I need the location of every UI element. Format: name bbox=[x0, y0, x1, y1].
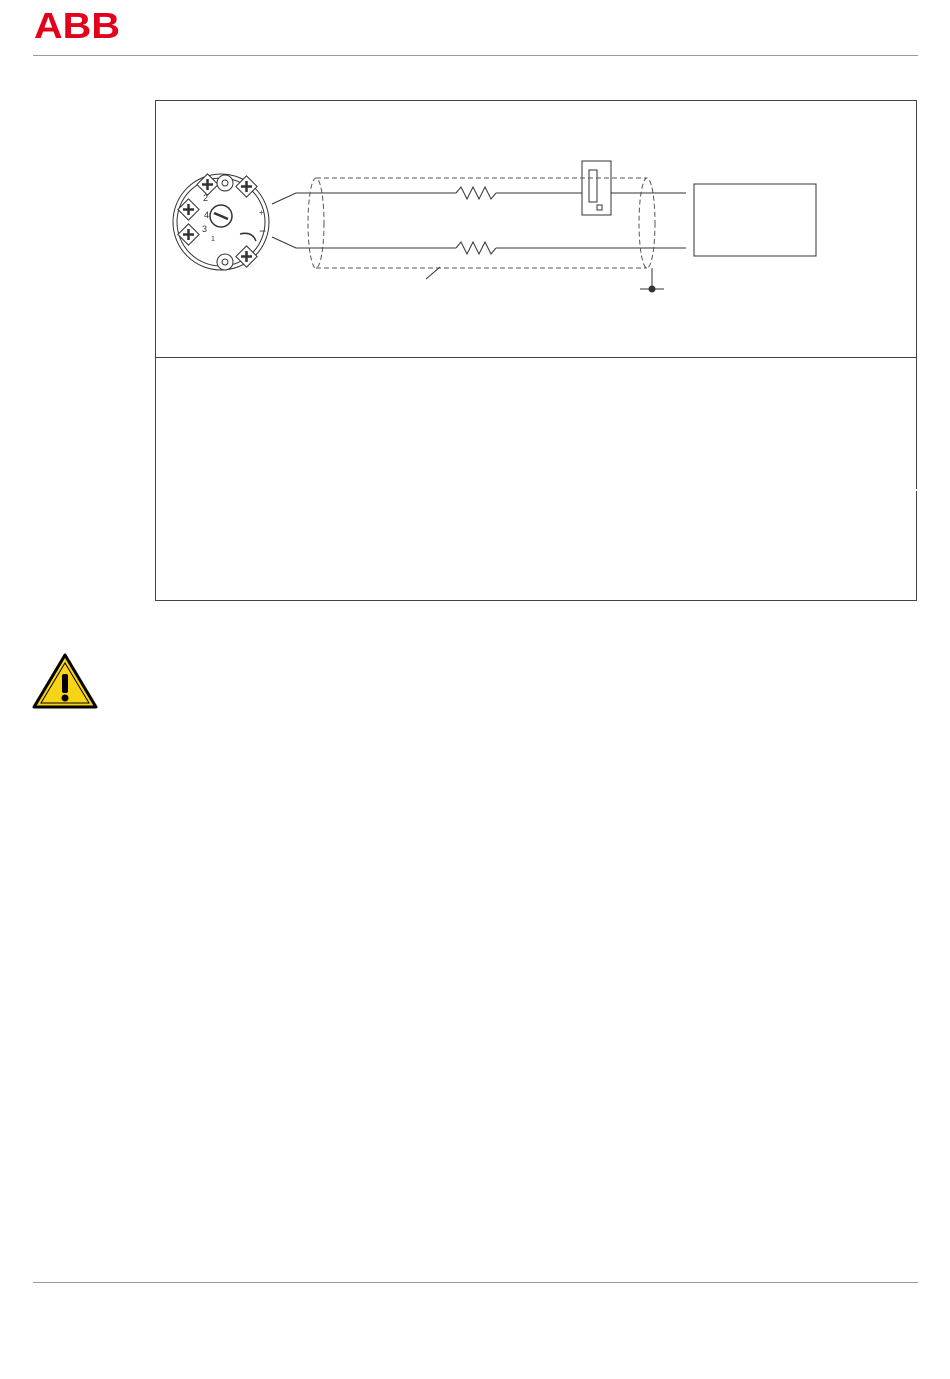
header-rule bbox=[33, 55, 918, 56]
frame-gap-right bbox=[914, 489, 918, 491]
barrier-component bbox=[582, 161, 611, 215]
polarity-minus-label: − bbox=[259, 224, 267, 238]
negative-lead bbox=[272, 237, 456, 248]
polarity-plus-label: + bbox=[259, 208, 264, 217]
terminal-label-2: 2 bbox=[203, 193, 209, 203]
terminal-label-3: 3 bbox=[202, 224, 208, 234]
terminal-screw-5 bbox=[236, 246, 257, 267]
wiring-diagram bbox=[156, 101, 918, 357]
terminal-label-1: 1 bbox=[211, 236, 215, 243]
ground-icon bbox=[640, 268, 664, 292]
terminal-screw-2 bbox=[178, 199, 199, 220]
terminal-screw-1 bbox=[197, 174, 218, 195]
positive-lead bbox=[272, 193, 456, 204]
footer-rule bbox=[33, 1282, 918, 1283]
warning-triangle-icon bbox=[31, 652, 99, 710]
figure-divider bbox=[156, 357, 916, 358]
terminal-screw-4 bbox=[236, 176, 257, 197]
abb-logo bbox=[34, 8, 120, 42]
wiring-figure bbox=[155, 100, 917, 601]
receiving-device-box bbox=[694, 184, 816, 256]
terminal-label-4: 4 bbox=[204, 210, 210, 220]
transmitter-head bbox=[173, 174, 269, 270]
shield-pointer bbox=[426, 267, 440, 279]
abb-logo-text: ABB bbox=[34, 8, 120, 42]
resistor-icon bbox=[456, 187, 496, 199]
resistor-icon bbox=[456, 242, 496, 254]
terminal-screw-3 bbox=[178, 224, 199, 245]
